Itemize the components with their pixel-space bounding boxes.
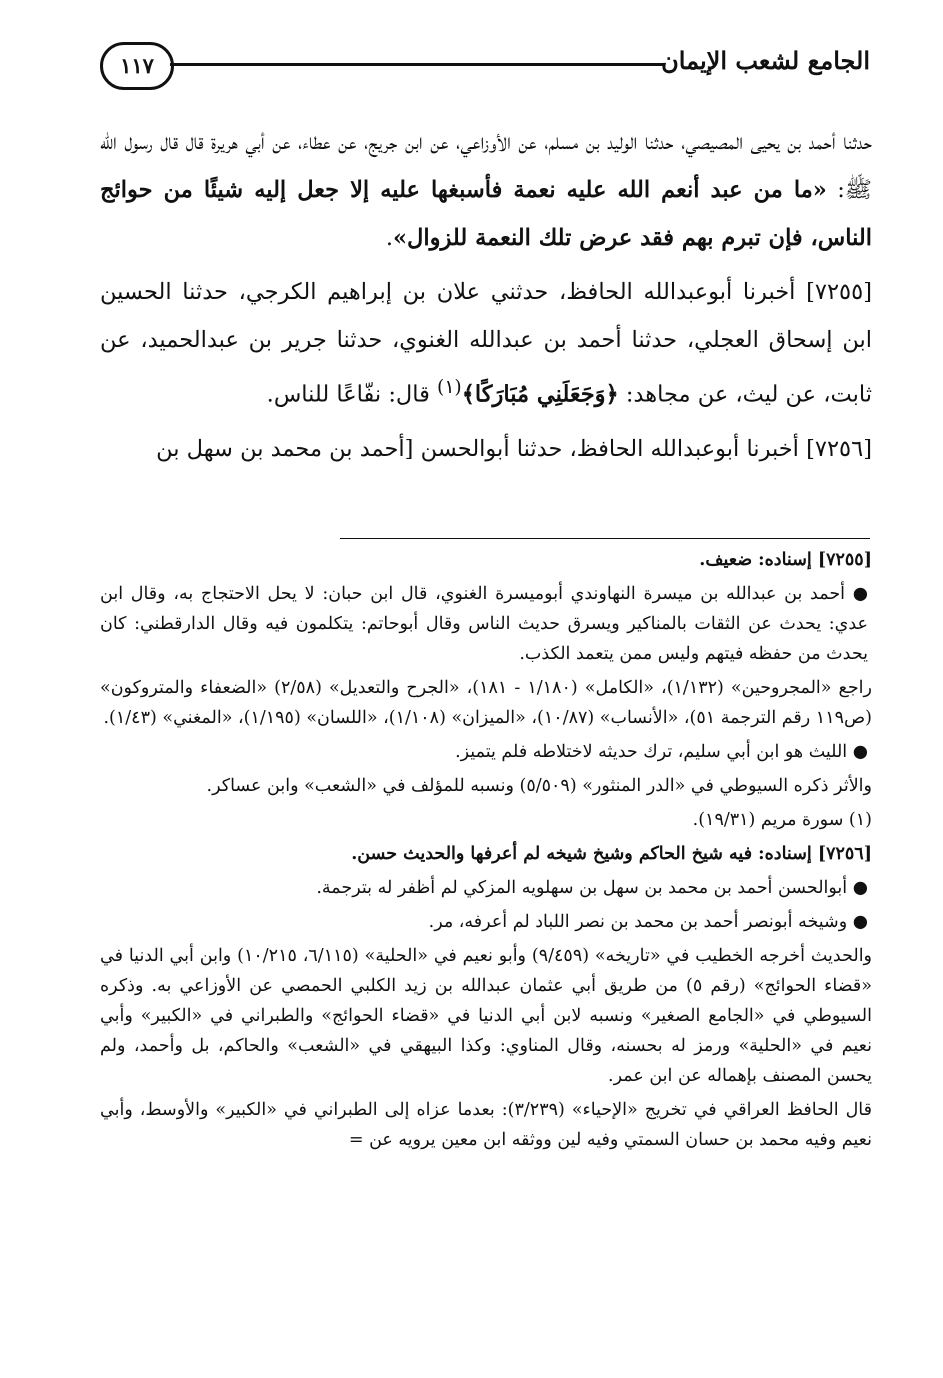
narration-7255-end: قال: نفّاعًا للناس. bbox=[266, 381, 438, 408]
isnad-text: حدثنا أحمد بن يحيى المصيصي، حدثنا الوليد بن مسلم، عن الأوزاعي، عن ابن جريج، عن عطاء، عن أبي هريرة قال قال رسول الله ﷺ: bbox=[100, 129, 872, 203]
hadith-matn: «ما من عبد أنعم الله عليه نعمة فأسبغها عليه إلا جعل إليه شيئًا من حوائج الناس، فإن تبرم بهم فقد عرض تلك النعمة للزوال» bbox=[100, 177, 872, 251]
note-7255-heading: [٧٢٥٥] إسناده: ضعيف. bbox=[699, 550, 872, 570]
note-7256-bullet-2: ● وشيخه أبونصر أحمد بن محمد بن نصر اللباد لم أعرفه، مر. bbox=[428, 912, 868, 932]
paragraph-7255 bbox=[100, 268, 872, 419]
header-rule bbox=[170, 63, 665, 66]
note-7255-athar: والأثر ذكره السيوطي في «الدر المنثور» (٥/٥٠٩) ونسبه للمؤلف في «الشعب» وابن عساكر. bbox=[206, 776, 872, 796]
main-text bbox=[100, 118, 872, 479]
note-7255-bullet-1: ● أحمد بن عبدالله بن ميسرة النهاوندي أبوميسرة الغنوي، قال ابن حبان: لا يحل الاحتجاج به، وقال ابن عدي: يحدث عن الثقات بالمناكير ويسرق حديث الناس وقال أبوحاتم: يتكلمون فيه وقال الدارقطني: كان يحدث من حفظه فيتهم وليس ممن يتعمد الكذب. bbox=[100, 584, 868, 664]
running-title: الجامع لشعب الإيمان bbox=[661, 46, 870, 75]
note-7255-references: راجع «المجروحين» (١/١٣٢)، «الكامل» (١/١٨٠ - ١٨١)، «الجرح والتعديل» (٢/٥٨) «الضعفاء والمتروكون» (ص١١٩ رقم الترجمة ٥١)، «الأنساب» (١٠/٨٧)، «الميزان» (١/١٠٨)، «اللسان» (١/١٩٥)، «المغني» (١/٤٣). bbox=[100, 678, 872, 728]
note-7255-bullet-2: ● الليث هو ابن أبي سليم، ترك حديثه لاختلاطه فلم يتميز. bbox=[455, 742, 868, 762]
page-number: ١١٧ bbox=[100, 42, 174, 90]
page-header bbox=[100, 40, 870, 100]
note-7256-heading: [٧٢٥٦] إسناده: فيه شيخ الحاكم وشيخ شيخه لم أعرفها والحديث حسن. bbox=[351, 844, 872, 864]
hadith-end: . bbox=[385, 225, 393, 251]
note-7256-hadith: والحديث أخرجه الخطيب في «تاريخه» (٩/٤٥٩) وأبو نعيم في «الحلية» (٦/١١٥، ١٠/٢١٥) وابن أبي الدنيا في «قضاء الحوائج» (رقم ٥) من طريق أبي عثمان عبدالله بن زيد الكلبي الحمصي عن الأوزاعي به. وذكره السيوطي في «الجامع الصغير» ونسبه لابن أبي الدنيا في «قضاء الحوائج» والطبراني في «الكبير» وأبي نعيم في «الحلية» ورمز له بحسنه، وقال المناوي: وكذا البيهقي في «الشعب» والحاكم، بل وأحمد، ولم يحسن المصنف بإهماله عن ابن عمر. bbox=[100, 946, 873, 1086]
note-7256-bullet-1: ● أبوالحسن أحمد بن محمد بن سهل بن سهلويه المزكي لم أظفر له بترجمة. bbox=[316, 878, 868, 898]
quran-verse: ﴿وَجَعَلَنِي مُبَارَكًا﴾ bbox=[461, 381, 619, 408]
paragraph-hadith bbox=[100, 118, 872, 262]
narration-7255: [٧٢٥٥] أخبرنا أبوعبدالله الحافظ، حدثني علان بن إبراهيم الكرجي، حدثنا الحسين ابن إسحاق العجلي، حدثنا أحمد بن عبدالله الغنوي، حدثنا جرير بن عبدالحميد، عن ثابت، عن ليث، عن مجاهد: bbox=[100, 279, 872, 408]
note-7256-iraqi: قال الحافظ العراقي في تخريج «الإحياء» (٣/٢٣٩): بعدما عزاه إلى الطبراني في «الكبير» والأوسط، وأبي نعيم وفيه محمد بن حسان السمتي وفيه لين ووثقه ابن معين يرويه عن = bbox=[100, 1100, 872, 1150]
paragraph-7256: [٧٢٥٦] أخبرنا أبوعبدالله الحافظ، حدثنا أبوالحسن [أحمد بن محمد بن سهل بن bbox=[156, 435, 872, 462]
footnote-ref: (١) bbox=[437, 377, 462, 398]
footnotes bbox=[100, 545, 872, 1159]
footnote-1: (١) سورة مريم (١٩/٣١). bbox=[692, 810, 872, 830]
footnote-divider bbox=[340, 538, 870, 539]
